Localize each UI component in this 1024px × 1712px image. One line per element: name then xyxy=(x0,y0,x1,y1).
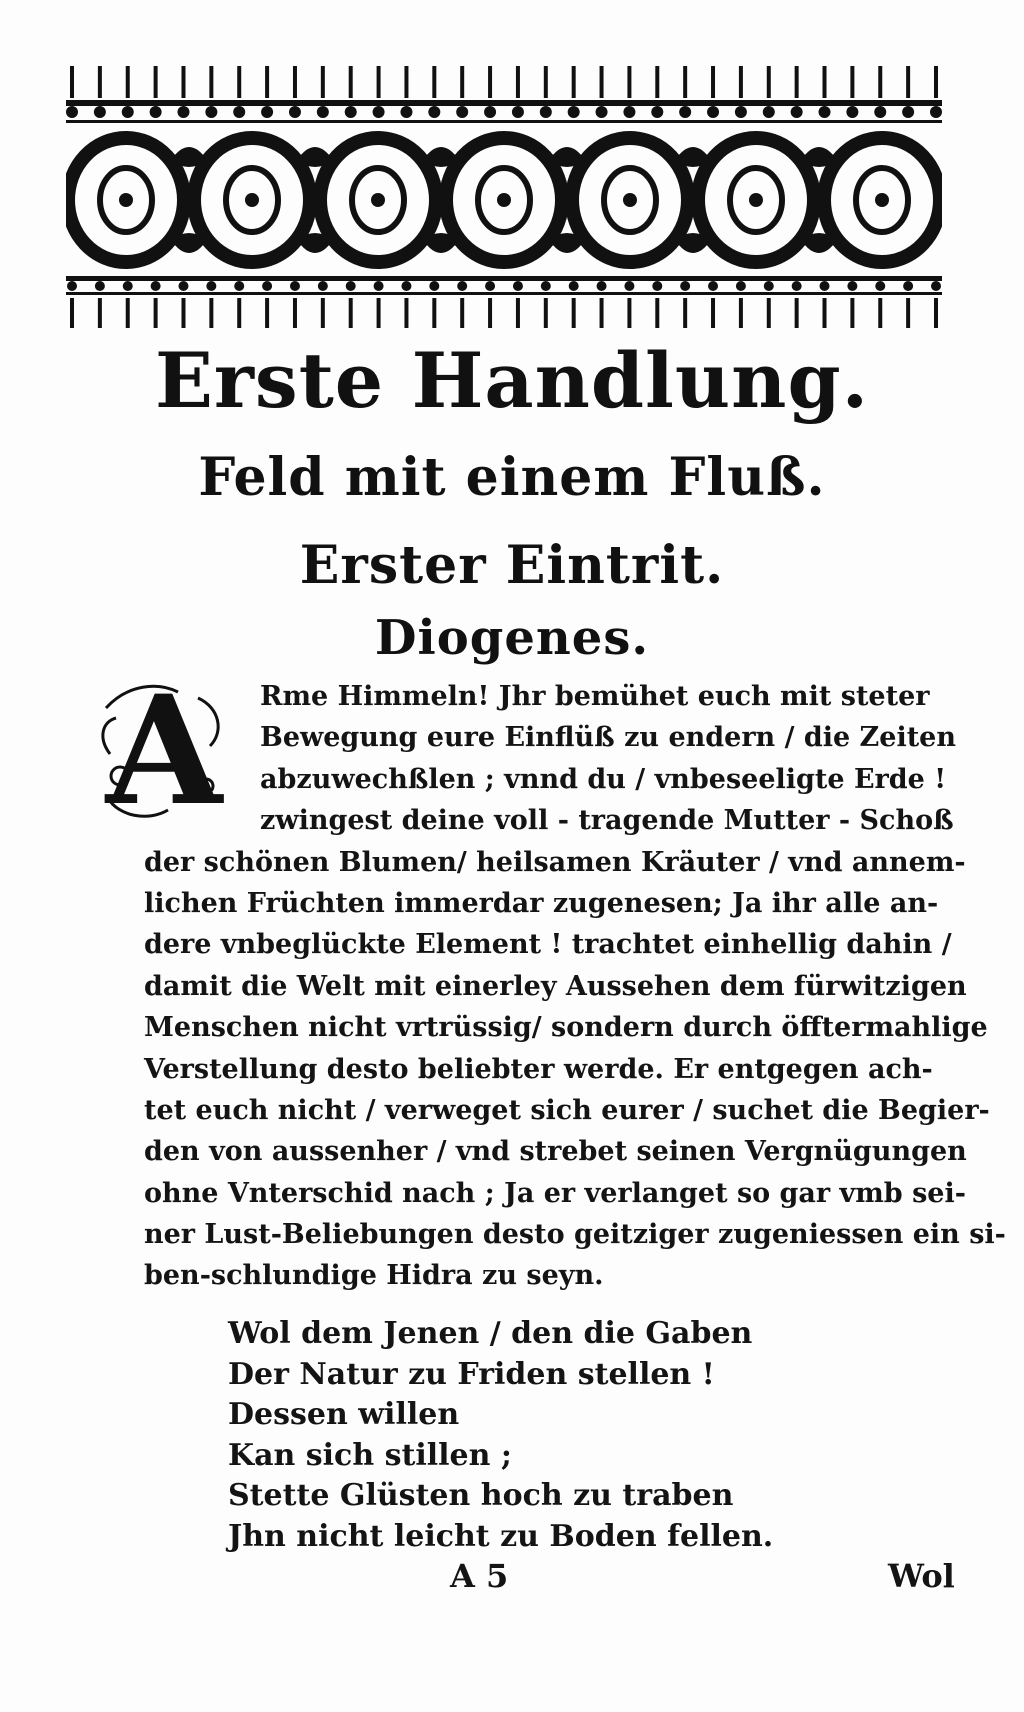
prose-line: Menschen nicht vrtrüssig/ sondern durch öfftermahlige xyxy=(144,1012,988,1044)
prose-line: Verstellung desto beliebter werde. Er entgegen ach- xyxy=(144,1053,933,1085)
prose-line: Bewegung eure Einflüß zu endern / die Zeiten xyxy=(260,722,956,754)
prose-line: damit die Welt mit einerley Aussehen dem fürwitzigen xyxy=(144,970,967,1002)
speaker-heading: Diogenes. xyxy=(374,610,650,666)
prose-line: zwingest deine voll - tragende Mutter - Schoß xyxy=(260,805,954,837)
verse-line: Jhn nicht leicht zu Boden fellen. xyxy=(228,1518,774,1554)
setting-heading: Feld mit einem Fluß. xyxy=(198,447,826,508)
ornament-icon xyxy=(66,64,942,332)
decorative-ornament-band xyxy=(66,64,942,332)
entry-heading: Erster Eintrit. xyxy=(299,535,725,596)
verse-line: Dessen willen xyxy=(228,1397,460,1432)
catchword: Wol xyxy=(888,1557,955,1595)
act-heading: Erste Handlung. xyxy=(154,336,870,425)
page-signature: A 5 xyxy=(450,1557,509,1595)
prose-line: den von aussenher / vnd strebet seinen Vergnügungen xyxy=(144,1136,967,1168)
prose-line: lichen Früchten immerdar zugenesen; Ja ihr alle an- xyxy=(144,887,939,919)
prose-line: ben-schlundige Hidra zu seyn. xyxy=(144,1260,604,1292)
verse-line: Kan sich stillen ; xyxy=(228,1437,512,1473)
prose-line: dere vnbeglückte Element ! trachtet einhellig dahin / xyxy=(144,929,952,961)
verse-line: Der Natur zu Friden stellen ! xyxy=(228,1356,715,1392)
prose-line: der schönen Blumen/ heilsamen Kräuter / vnd annem- xyxy=(144,846,966,878)
dropcap-letter: A xyxy=(105,663,223,839)
prose-paragraph xyxy=(144,676,1006,1297)
prose-line: tet euch nicht / verweget sich eurer / suchet die Begier- xyxy=(144,1094,990,1126)
prose-line: ohne Vnterschid nach ; Ja er verlanget so gar vmb sei- xyxy=(144,1177,966,1209)
prose-line: ner Lust-Beliebungen desto geitziger zugeniessen ein si- xyxy=(144,1219,1006,1251)
verse-line: Stette Glüsten hoch zu traben xyxy=(228,1478,734,1513)
prose-line: abzuwechßlen ; vnnd du / vnbeseeligte Erde ! xyxy=(260,763,947,795)
verse-stanza xyxy=(228,1314,773,1557)
verse-line: Wol dem Jenen / den die Gaben xyxy=(228,1316,753,1351)
prose-line: Rme Himmeln! Jhr bemühet euch mit steter xyxy=(260,681,930,712)
